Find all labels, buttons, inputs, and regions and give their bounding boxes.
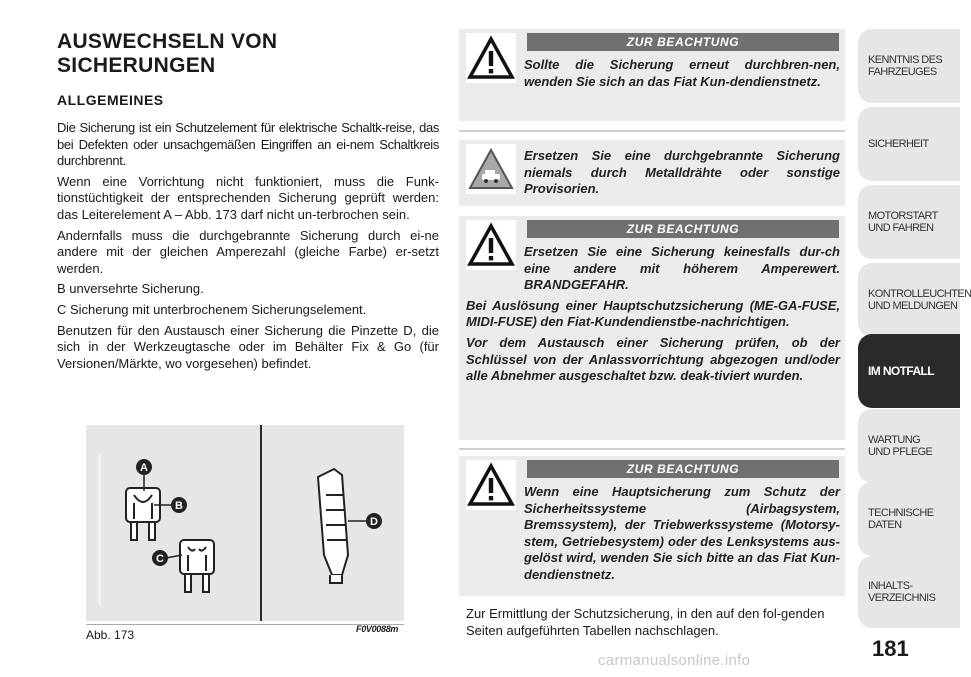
tab-technische-daten[interactable]: [858, 482, 960, 556]
tab-motorstart-und-fahren[interactable]: [858, 185, 960, 259]
tab-kenntnis-des-fahrzeuges[interactable]: [858, 29, 960, 103]
paragraph-replace-fuse: Andernfalls muss die durchgebrannte Sicherung durch ei-ne andere mit der gleichen Amperezahl (gleiche Farbe) er-setzt werden.: [57, 227, 439, 276]
tab-label: MOTORSTART: [868, 210, 938, 222]
watermark: carmanualsonline.info: [598, 652, 751, 669]
tab-label: WARTUNG: [868, 434, 921, 446]
paragraph-check-fuse: Wenn eine Vorrichtung nicht funktioniert, muss die Funk-tionstüchtigkeit der entsprechenden Sicherung geprüft werden: das Leiterelement A – Abb. 173 darf nicht un-terbrochen sein.: [57, 173, 439, 222]
tab-label: UND PFLEGE: [868, 446, 933, 458]
tab-inhaltsverzeichnis[interactable]: [858, 556, 960, 628]
warning-box-4-text: Wenn eine Hauptsicherung zum Schutz der Sicherheitssysteme (Airbagsystem, Bremssystem), der Triebwerkssysteme (Motorsy-stem, Getriebesystem) oder des Lenksystems aus-gelöst wird, wenden Sie sich bitte an das Fiat Kun-dendienstnetz.: [524, 484, 840, 582]
note-box-2: [459, 140, 845, 206]
car-warning-icon: [466, 144, 516, 194]
tab-label: UND FAHREN: [868, 222, 934, 234]
warning-box-4: [459, 456, 845, 596]
tab-sicherheit[interactable]: [858, 107, 960, 181]
page-number: 181: [872, 636, 909, 661]
body-text: [57, 120, 439, 376]
label-c: C: [156, 553, 164, 565]
tab-label: IM NOTFALL: [868, 364, 934, 378]
warning-banner: ZUR BEACHTUNG: [527, 33, 839, 51]
note-text: [524, 148, 840, 202]
list-item-b: B unversehrte Sicherung.: [57, 281, 204, 297]
tab-label: FAHRZEUGES: [868, 66, 937, 78]
note-box-2-text: Ersetzen Sie eine durchgebrannte Sicherung niemals durch Metalldrähte oder sonstige Provisorien.: [524, 148, 840, 197]
tab-kontrolleuchten-und-meldungen[interactable]: [858, 263, 971, 337]
tab-im-notfall[interactable]: [858, 334, 960, 408]
separator: [459, 448, 845, 450]
warning-text: [466, 244, 840, 389]
paragraph-fuse-definition: Die Sicherung ist ein Schutzelement für elektrische Schaltk-reise, das bei Defekten oder unsachgemäßen Eingriffen an ei-nem Schaltkreis durchbrennt.: [57, 120, 439, 169]
list-item-c: C Sicherung mit unterbrochenem Sicherungselement.: [57, 301, 367, 317]
separator: [459, 130, 845, 132]
warning-banner: ZUR BEACHTUNG: [527, 460, 839, 478]
tab-label: UND MELDUNGEN: [868, 300, 958, 312]
warning-banner: ZUR BEACHTUNG: [527, 220, 839, 238]
paragraph-tweezers: Benutzen für den Austausch einer Sicherung die Pinzette D, die sich in der Werkzeugtasche oder im Behälter Fix & Go (für Versionen/Märkte, wo vorgesehen) befindet.: [57, 322, 439, 371]
page-title-line1: AUSWECHSELN VON: [57, 30, 278, 53]
tab-label: SICHERHEIT: [868, 138, 929, 150]
figure-divider: [260, 425, 262, 621]
warning-box-1: [459, 29, 845, 121]
label-b: B: [175, 500, 183, 512]
reference-note: Zur Ermittlung der Schutzsicherung, in den auf den fol-genden Seiten aufgeführten Tabellen nachschlagen.: [466, 606, 825, 638]
tab-wartung-und-pflege[interactable]: [858, 409, 960, 483]
label-a: A: [140, 462, 148, 474]
warning-text: [466, 57, 840, 94]
page-title-line2: SICHERUNGEN: [57, 54, 216, 77]
warning-box-3-p2: Bei Auslösung einer Hauptschutzsicherung (ME-GA-FUSE, MIDI-FUSE) den Fiat-Kundendienstbe-nachrichtigen.: [466, 297, 840, 330]
warning-box-3-p3: Vor dem Austausch einer Sicherung prüfen, ob der Schlüssel von der Anlassvorrichtung abgezogen und/oder alle Abnehmer ausgeschaltet bzw. deak-tiviert wurden.: [466, 334, 840, 384]
section-subtitle: ALLGEMEINES: [57, 92, 164, 108]
tab-label: VERZEICHNIS: [868, 592, 936, 604]
label-d: D: [370, 516, 378, 528]
tab-label: TECHNISCHE DATEN: [868, 507, 934, 531]
warning-box-3-p1: Ersetzen Sie eine Sicherung keinesfalls dur-ch eine andere mit höherem Amperewert. BRANDGEFAHR.: [524, 244, 840, 293]
figure-caption: Abb. 173: [86, 628, 135, 642]
warning-box-3: [459, 216, 845, 440]
tab-label: INHALTS-: [868, 580, 913, 592]
page-title: [57, 30, 437, 78]
fuse-illustration: [86, 425, 404, 621]
fuse-illustration-svg: [86, 425, 404, 621]
figure-code: F0V0088m: [356, 624, 399, 634]
warning-box-1-text: Sollte die Sicherung erneut durchbren-nen, wenden Sie sich an das Fiat Kun-dendienstnetz.: [524, 57, 840, 89]
tab-label: KENNTNIS DES: [868, 54, 943, 66]
warning-text: [466, 484, 840, 588]
tab-label: KONTROLLEUCHTEN: [868, 288, 971, 300]
